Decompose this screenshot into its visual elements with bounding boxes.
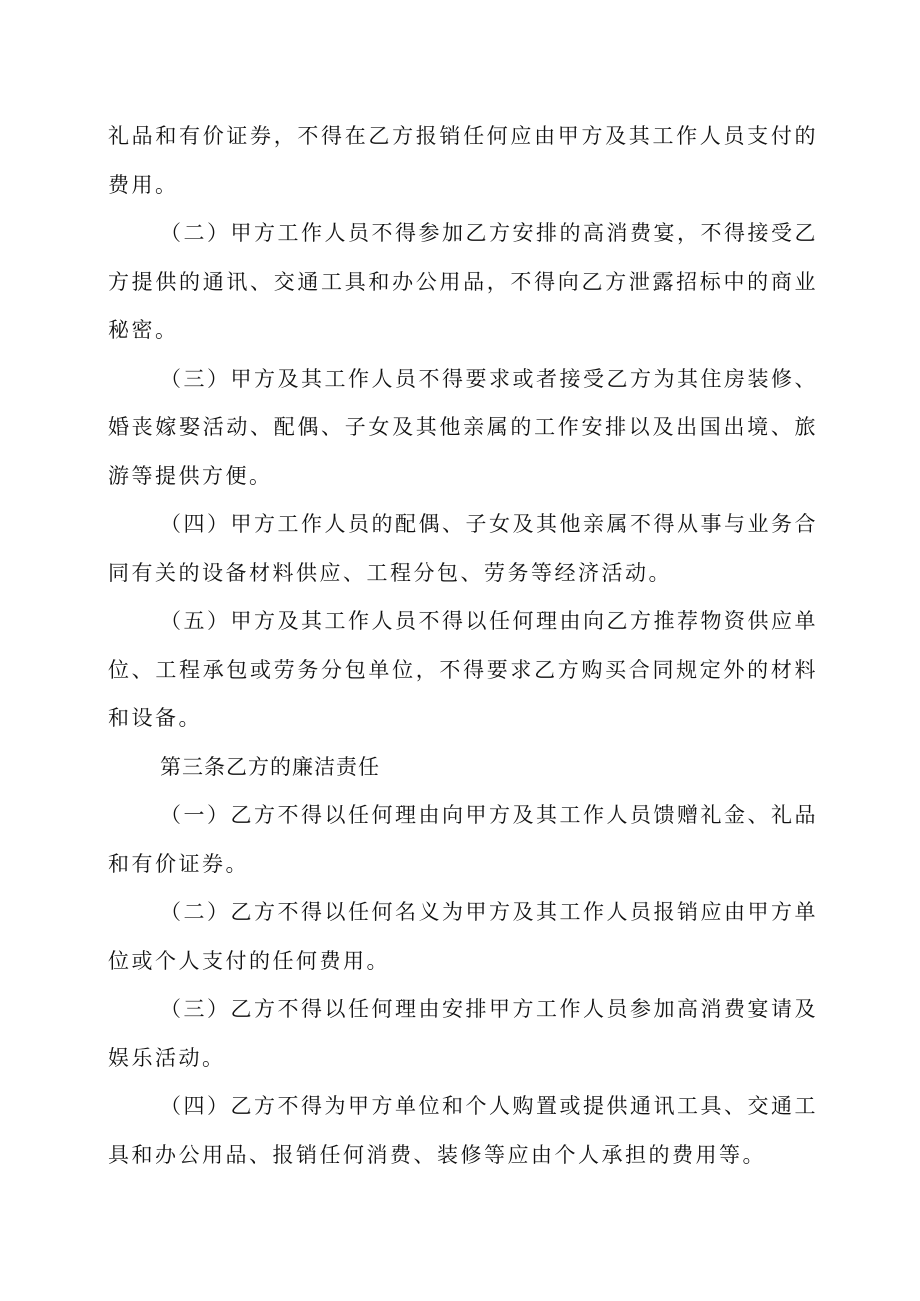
paragraph-clause-5: （五）甲方及其工作人员不得以任何理由向乙方推荐物资供应单位、工程承包或劳务分包单位，不得要求乙方购买合同规定外的材料和设备。	[108, 609, 818, 730]
paragraph-continuation: 礼品和有价证券，不得在乙方报销任何应由甲方及其工作人员支付的费用。	[108, 124, 818, 197]
paragraph-b-clause-3: （三）乙方不得以任何理由安排甲方工作人员参加高消费宴请及娱乐活动。	[108, 997, 818, 1070]
section-heading-article-3: 第三条乙方的廉洁责任	[160, 754, 380, 779]
paragraph-clause-4: （四）甲方工作人员的配偶、子女及其他亲属不得从事与业务合同有关的设备材料供应、工程分包、劳务等经济活动。	[108, 512, 818, 585]
paragraph-b-clause-1: （一）乙方不得以任何理由向甲方及其工作人员馈赠礼金、礼品和有价证券。	[108, 803, 818, 876]
paragraph-b-clause-4: （四）乙方不得为甲方单位和个人购置或提供通讯工具、交通工具和办公用品、报销任何消费、装修等应由个人承担的费用等。	[108, 1094, 818, 1167]
paragraph-clause-3: （三）甲方及其工作人员不得要求或者接受乙方为其住房装修、婚丧嫁娶活动、配偶、子女及其他亲属的工作安排以及出国出境、旅游等提供方便。	[108, 366, 818, 488]
paragraph-b-clause-2: （二）乙方不得以任何名义为甲方及其工作人员报销应由甲方单位或个人支付的任何费用。	[108, 900, 818, 973]
document-body	[108, 112, 818, 1179]
paragraph-clause-2: （二）甲方工作人员不得参加乙方安排的高消费宴，不得接受乙方提供的通讯、交通工具和办公用品，不得向乙方泄露招标中的商业秘密。	[108, 221, 818, 342]
